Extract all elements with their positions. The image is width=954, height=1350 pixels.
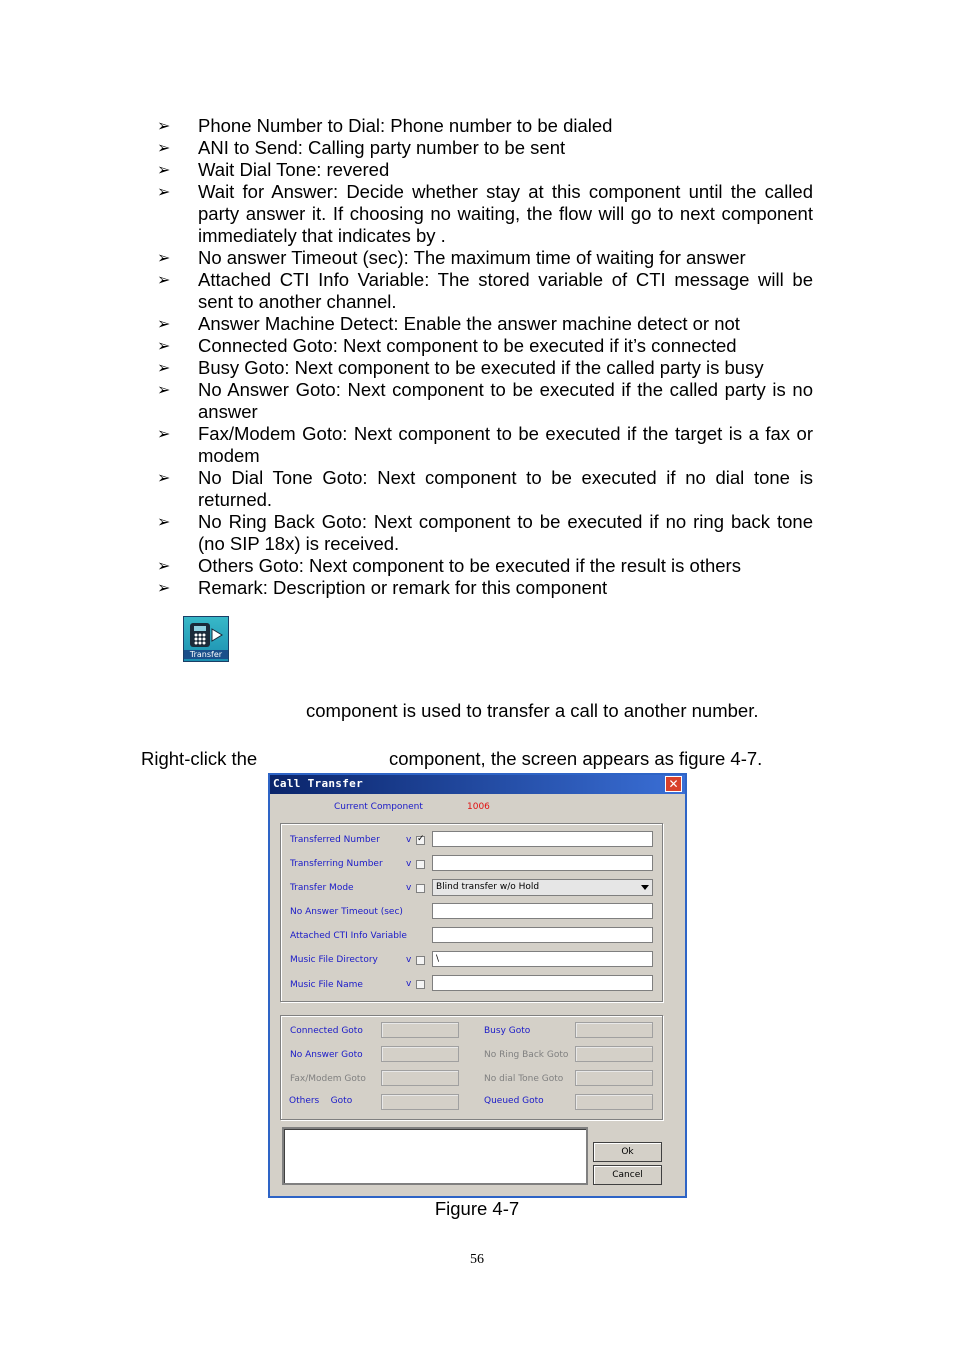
remark-textarea[interactable] xyxy=(282,1127,588,1185)
transfer-mode-select[interactable] xyxy=(432,879,653,896)
attached-cti-label: Attached CTI Info Variable xyxy=(290,931,407,941)
list-item: ➢ No answer Timeout (sec): The maximum time of waiting for answer xyxy=(157,247,746,268)
variable-flag-label: v xyxy=(406,979,412,989)
list-item: ➢ ANI to Send: Calling party number to be sent xyxy=(157,137,566,158)
transferred-number-variable-checkbox[interactable] xyxy=(416,836,425,845)
list-item: ➢ Answer Machine Detect: Enable the answer machine detect or not xyxy=(157,313,740,334)
music-file-directory-variable-checkbox[interactable] xyxy=(416,956,425,965)
arrow-bullet-icon: ➢ xyxy=(157,424,171,443)
close-button[interactable]: ✕ xyxy=(665,776,682,792)
arrow-bullet-icon: ➢ xyxy=(157,270,171,289)
busy-goto-field[interactable] xyxy=(575,1022,653,1038)
variable-flag-label: v xyxy=(406,955,412,965)
list-item: ➢ No Ring Back Goto: Next component to be executed if no ring back tone (no SIP 18x) is received. xyxy=(157,511,813,554)
list-item: ➢ Wait Dial Tone: revered xyxy=(157,159,390,180)
arrow-bullet-icon: ➢ xyxy=(157,182,171,201)
component-description: component is used to transfer a call to another number. xyxy=(306,700,759,721)
no-ring-back-goto-label: No Ring Back Goto xyxy=(484,1050,569,1060)
no-answer-goto-label: No Answer Goto xyxy=(290,1050,363,1060)
transferred-number-label: Transferred Number xyxy=(290,835,380,845)
arrow-bullet-icon: ➢ xyxy=(157,116,171,135)
goto-group xyxy=(280,1015,663,1120)
fax-modem-goto-field[interactable] xyxy=(381,1070,459,1086)
music-file-directory-input[interactable]: \ xyxy=(432,951,653,967)
list-item: ➢ Others Goto: Next component to be executed if the result is others xyxy=(157,555,741,576)
call-transfer-dialog xyxy=(268,773,687,1198)
transferring-number-label: Transferring Number xyxy=(290,859,383,869)
no-dial-tone-goto-label: No dial Tone Goto xyxy=(484,1074,564,1084)
transfer-mode-label: Transfer Mode xyxy=(290,883,354,893)
arrow-bullet-icon: ➢ xyxy=(157,138,171,157)
music-file-name-variable-checkbox[interactable] xyxy=(416,980,425,989)
connected-goto-label: Connected Goto xyxy=(290,1026,363,1036)
no-answer-timeout-input[interactable] xyxy=(432,903,653,919)
arrow-bullet-icon: ➢ xyxy=(157,468,171,487)
page-number: 56 xyxy=(470,1252,484,1267)
list-item: ➢ No Dial Tone Goto: Next component to be executed if no dial tone is returned. xyxy=(157,467,813,510)
list-item: ➢ Attached CTI Info Variable: The stored variable of CTI message will be sent to another channel. xyxy=(157,269,813,312)
transfer-mode-value: Blind transfer w/o Hold xyxy=(436,882,540,892)
list-item: ➢ Wait for Answer: Decide whether stay at this component until the called party answer it. If choosing no waiting, the flow will go to next component immediately that indicates by . xyxy=(157,181,813,246)
chevron-down-icon[interactable] xyxy=(641,885,649,890)
transfer-icon xyxy=(183,616,229,662)
music-file-name-input[interactable] xyxy=(432,975,653,991)
arrow-bullet-icon: ➢ xyxy=(157,380,171,399)
queued-goto-label: Queued Goto xyxy=(484,1096,544,1106)
no-answer-goto-field[interactable] xyxy=(381,1046,459,1062)
right-click-suffix: component, the screen appears as figure 4-7. xyxy=(389,748,763,769)
dialog-title: Call Transfer xyxy=(273,777,363,790)
no-answer-timeout-label: No Answer Timeout (sec) xyxy=(290,907,403,917)
arrow-bullet-icon: ➢ xyxy=(157,512,171,531)
list-item: ➢ Fax/Modem Goto: Next component to be executed if the target is a fax or modem xyxy=(157,423,813,466)
list-item: ➢ Connected Goto: Next component to be executed if it’s connected xyxy=(157,335,737,356)
transfer-icon-label: Transfer xyxy=(184,650,228,659)
music-file-name-label: Music File Name xyxy=(290,980,363,990)
figure-caption: Figure 4-7 xyxy=(434,1198,520,1219)
variable-flag-label: v xyxy=(406,835,412,845)
list-item: ➢ Phone Number to Dial: Phone number to be dialed xyxy=(157,115,613,136)
connected-goto-field[interactable] xyxy=(381,1022,459,1038)
current-component-label: Current Component xyxy=(334,802,423,812)
fax-modem-goto-label: Fax/Modem Goto xyxy=(290,1074,366,1084)
queued-goto-field[interactable] xyxy=(575,1094,653,1110)
others-goto-label: Others Goto xyxy=(289,1096,353,1106)
transfer-mode-variable-checkbox[interactable] xyxy=(416,884,425,893)
current-component-value: 1006 xyxy=(467,802,490,812)
arrow-bullet-icon: ➢ xyxy=(157,358,171,377)
no-dial-tone-goto-field[interactable] xyxy=(575,1070,653,1086)
arrow-bullet-icon: ➢ xyxy=(157,556,171,575)
arrow-bullet-icon: ➢ xyxy=(157,314,171,333)
music-file-directory-label: Music File Directory xyxy=(290,955,378,965)
transferring-number-variable-checkbox[interactable] xyxy=(416,860,425,869)
arrow-bullet-icon: ➢ xyxy=(157,248,171,267)
arrow-bullet-icon: ➢ xyxy=(157,160,171,179)
list-item: ➢ No Answer Goto: Next component to be executed if the called party is no answer xyxy=(157,379,813,422)
list-item: ➢ Remark: Description or remark for this component xyxy=(157,577,608,598)
variable-flag-label: v xyxy=(406,859,412,869)
bullet-list xyxy=(157,115,813,599)
cancel-button[interactable]: Cancel xyxy=(593,1165,662,1185)
list-item: ➢ Busy Goto: Next component to be executed if the called party is busy xyxy=(157,357,764,378)
no-ring-back-goto-field[interactable] xyxy=(575,1046,653,1062)
others-goto-field[interactable] xyxy=(381,1094,459,1110)
transferring-number-input[interactable] xyxy=(432,855,653,871)
arrow-bullet-icon: ➢ xyxy=(157,578,171,597)
transferred-number-input[interactable] xyxy=(432,831,653,847)
parameters-group xyxy=(280,823,663,1002)
arrow-bullet-icon: ➢ xyxy=(157,336,171,355)
variable-flag-label: v xyxy=(406,883,412,893)
attached-cti-input[interactable] xyxy=(432,927,653,943)
dialog-titlebar[interactable] xyxy=(270,775,685,794)
right-click-prefix: Right-click the xyxy=(141,748,258,769)
ok-button[interactable]: Ok xyxy=(593,1142,662,1162)
busy-goto-label: Busy Goto xyxy=(484,1026,531,1036)
